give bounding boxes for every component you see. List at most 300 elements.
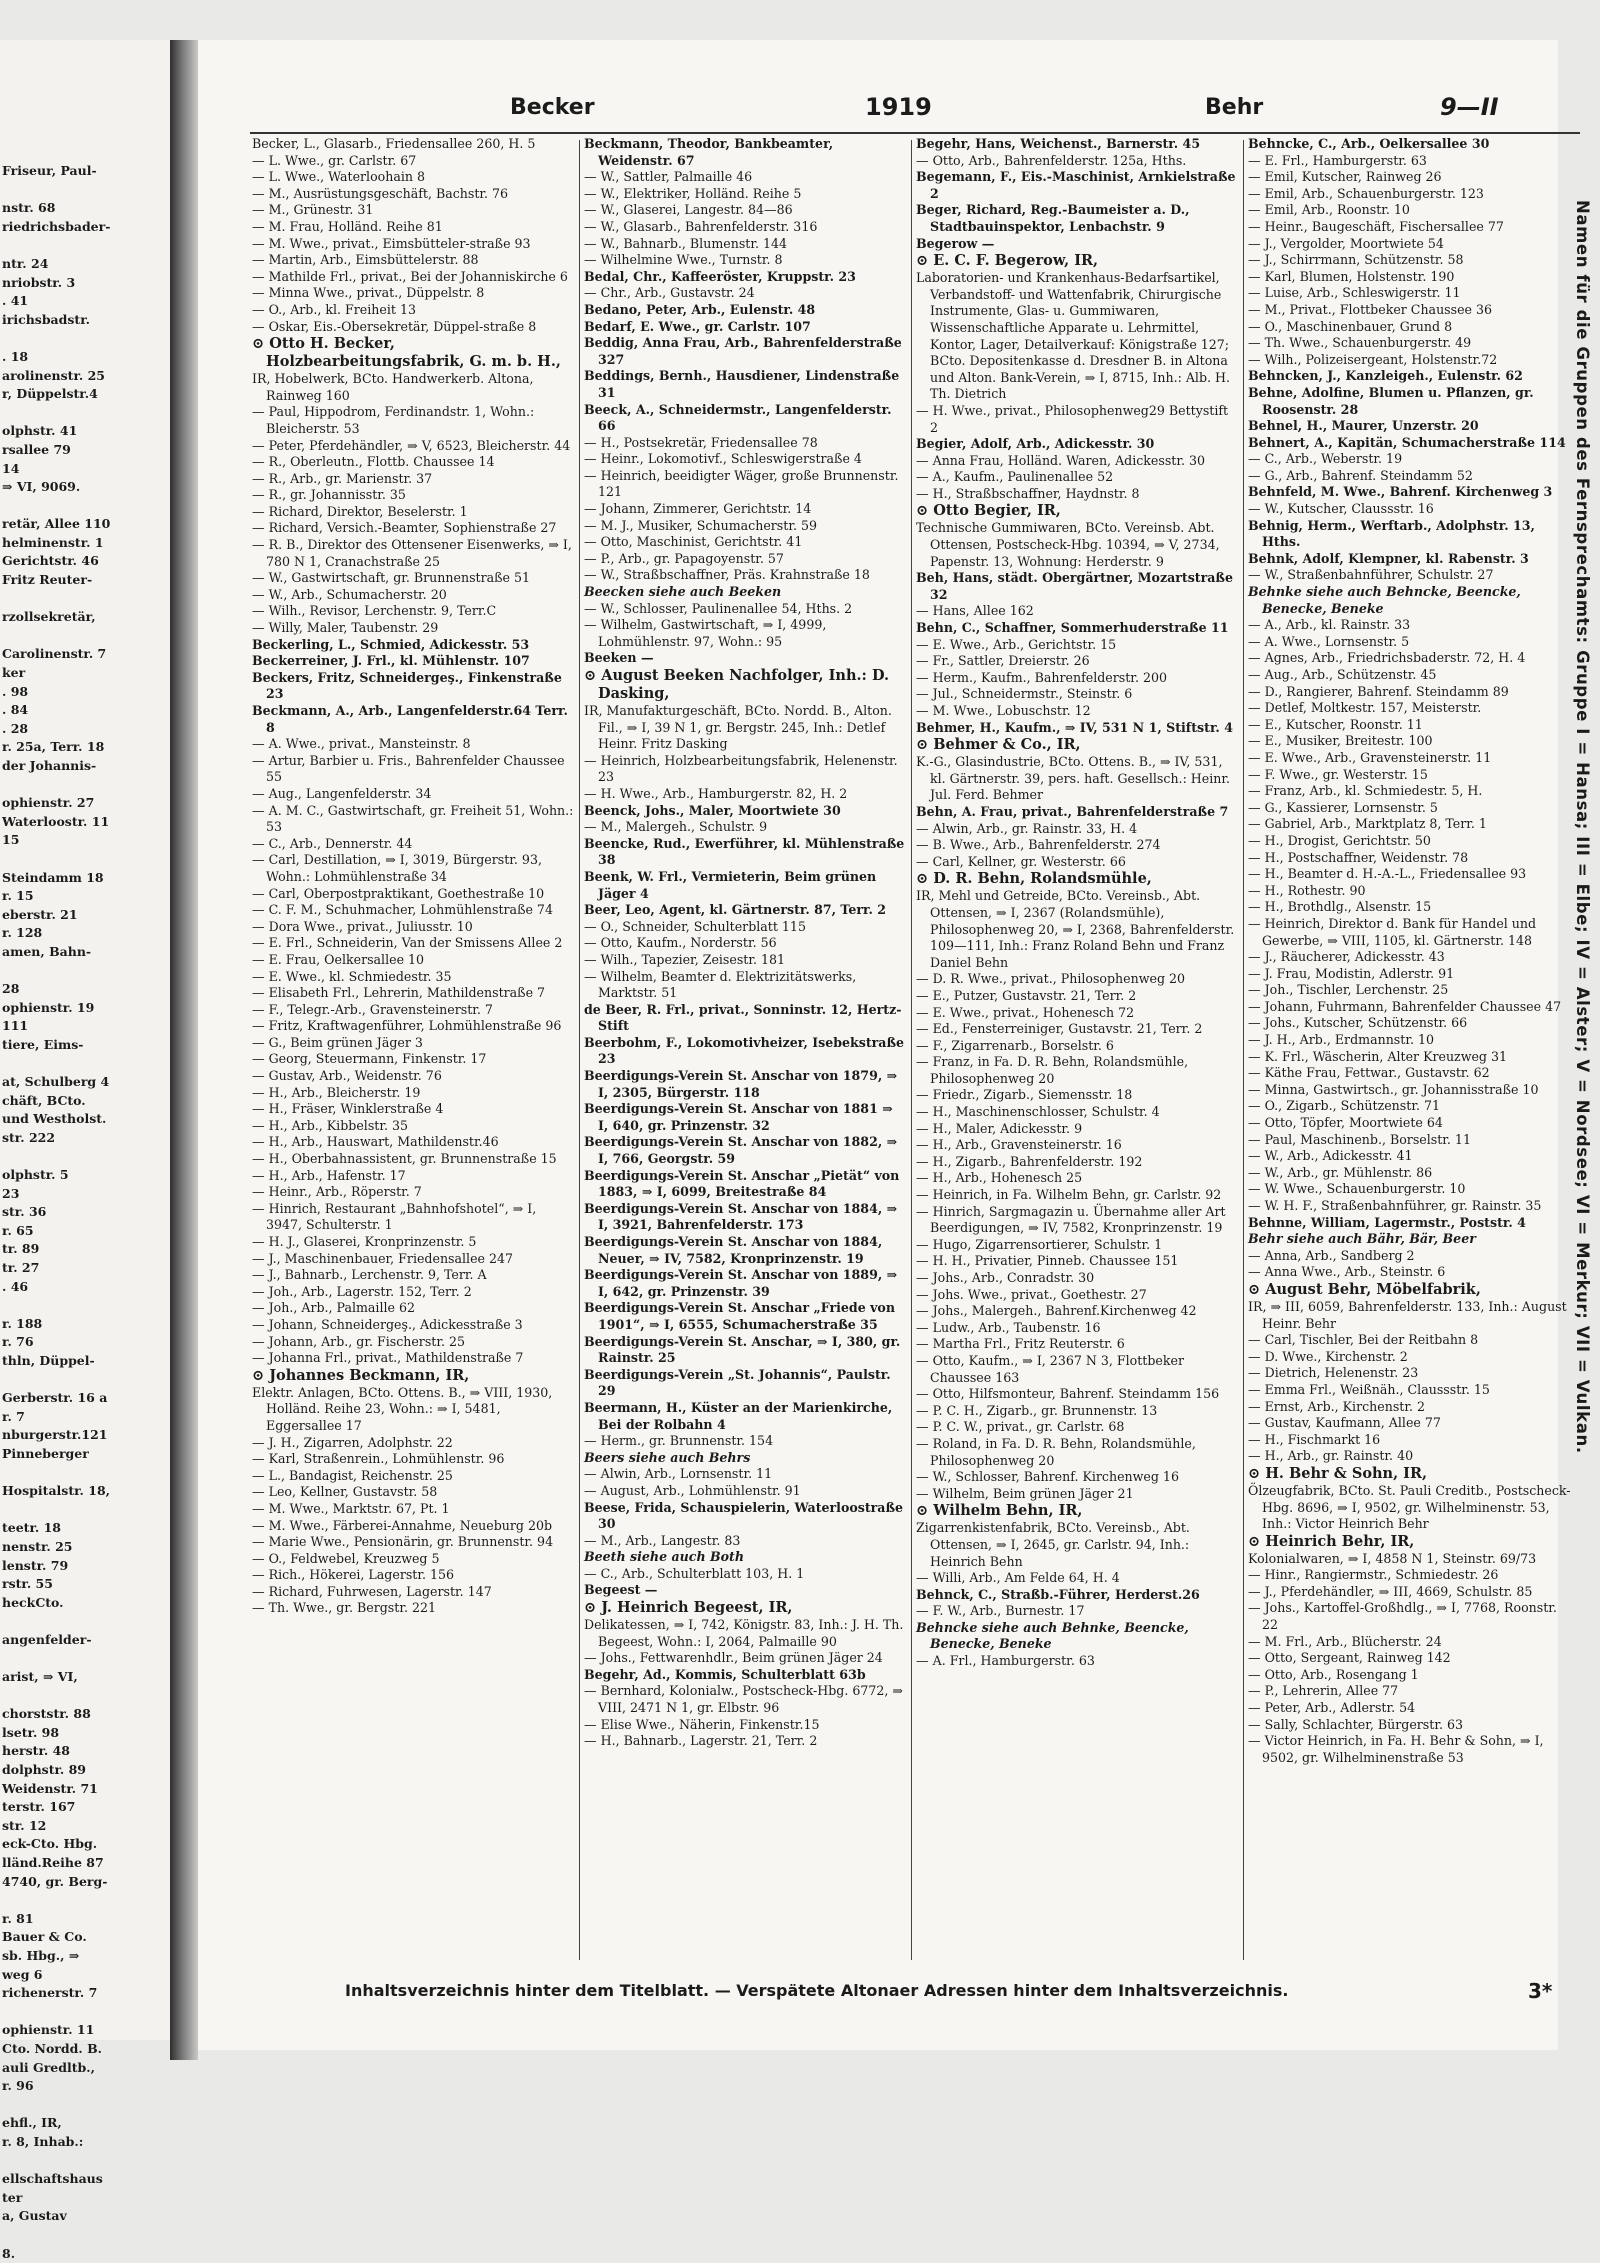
directory-entry: — M. Wwe., Färberei-Annahme, Neueburg 20b xyxy=(252,1518,574,1535)
directory-entry: — Chr., Arb., Gustavstr. 24 xyxy=(584,285,906,302)
directory-entry: — H., Postsekretär, Friedensallee 78 xyxy=(584,435,906,452)
previous-page-line: r. 81 xyxy=(2,1910,170,1929)
previous-page-line: . 18 xyxy=(2,348,170,367)
directory-entry: — Otto, Maschinist, Gerichtstr. 41 xyxy=(584,534,906,551)
previous-page-line: Pinneberger xyxy=(2,1445,170,1464)
previous-page-line: Waterloostr. 11 xyxy=(2,813,170,832)
previous-page-line: ophienstr. 27 xyxy=(2,794,170,813)
directory-entry: Bedano, Peter, Arb., Eulenstr. 48 xyxy=(584,302,906,319)
directory-entry: — Ernst, Arb., Kirchenstr. 2 xyxy=(1248,1399,1572,1416)
directory-entry: — O., Schneider, Schulterblatt 115 xyxy=(584,919,906,936)
directory-entry: Beerdigungs-Verein St. Anschar von 1881 ⇒ I, 640, gr. Prinzenstr. 32 xyxy=(584,1101,906,1134)
previous-page-line: a, Gustav xyxy=(2,2207,170,2226)
directory-entry: — W., Straßenbahnführer, Schulstr. 27 xyxy=(1248,567,1572,584)
previous-page-line: amen, Bahn- xyxy=(2,943,170,962)
previous-page-line: ellschaftshaus xyxy=(2,2170,170,2189)
previous-page-line: Bauer & Co. xyxy=(2,1928,170,1947)
directory-entry: Beger, Richard, Reg.-Baumeister a. D., Stadtbauinspektor, Lenbachstr. 9 xyxy=(916,202,1238,235)
previous-page-line: Friseur, Paul- xyxy=(2,162,170,181)
directory-entry: — M., Malergeh., Schulstr. 9 xyxy=(584,819,906,836)
directory-entry: Beencke, Rud., Ewerführer, kl. Mühlenstraße 38 xyxy=(584,836,906,869)
directory-entry: — Luise, Arb., Schleswigerstr. 11 xyxy=(1248,285,1572,302)
directory-entry: — Leo, Kellner, Gustavstr. 58 xyxy=(252,1484,574,1501)
directory-entry: — L. Wwe., gr. Carlstr. 67 xyxy=(252,153,574,170)
previous-page-line xyxy=(2,590,170,609)
directory-entry: — E., Kutscher, Roonstr. 11 xyxy=(1248,717,1572,734)
previous-page-line: 8. xyxy=(2,2245,170,2263)
firm-heading: ⊙ Wilhelm Behn, IR, xyxy=(916,1502,1238,1520)
previous-page-line xyxy=(2,962,170,981)
directory-entry: — R., Oberleutn., Flottb. Chaussee 14 xyxy=(252,454,574,471)
directory-entry: — Richard, Versich.-Beamter, Sophienstraße 27 xyxy=(252,520,574,537)
directory-entry: — Anna, Arb., Sandberg 2 xyxy=(1248,1248,1572,1265)
directory-entry: — Heinrich, beeidigter Wäger, große Brunnenstr. 121 xyxy=(584,468,906,501)
directory-entry: — A. M. C., Gastwirtschaft, gr. Freiheit 51, Wohn.: 53 xyxy=(252,803,574,836)
previous-page-line: ophienstr. 11 xyxy=(2,2021,170,2040)
previous-page-line: lländ.Reihe 87 xyxy=(2,1854,170,1873)
directory-entry: Kolonialwaren, ⇒ I, 4858 N 1, Steinstr. 69/73 xyxy=(1248,1551,1572,1568)
previous-page-line: ehfl., IR, xyxy=(2,2114,170,2133)
directory-entry: — Franz, in Fa. D. R. Behn, Rolandsmühle, Philosophenweg 20 xyxy=(916,1054,1238,1087)
directory-entry: — H. J., Glaserei, Kronprinzenstr. 5 xyxy=(252,1234,574,1251)
directory-entry: — H., Arb., Kibbelstr. 35 xyxy=(252,1118,574,1135)
directory-entry: — W., Arb., Schumacherstr. 20 xyxy=(252,587,574,604)
directory-entry: — Heinr., Baugeschäft, Fischersallee 77 xyxy=(1248,219,1572,236)
directory-entry: — D., Rangierer, Bahrenf. Steindamm 89 xyxy=(1248,684,1572,701)
previous-page-line xyxy=(2,1147,170,1166)
directory-entry: — Dietrich, Helenenstr. 23 xyxy=(1248,1365,1572,1382)
previous-page-line: nstr. 68 xyxy=(2,199,170,218)
directory-entry: — J., Schirrmann, Schützenstr. 58 xyxy=(1248,252,1572,269)
previous-page-line: heckCto. xyxy=(2,1594,170,1613)
previous-page-line: ⇒ VI, 9069. xyxy=(2,478,170,497)
previous-page-line: . 46 xyxy=(2,1278,170,1297)
directory-entry: Behnig, Herm., Werftarb., Adolphstr. 13, Hths. xyxy=(1248,518,1572,551)
previous-page-line: . 41 xyxy=(2,292,170,311)
previous-page-line xyxy=(2,1055,170,1074)
previous-page-line: Fritz Reuter- xyxy=(2,571,170,590)
directory-entry: — Wilhelm, Beamter d. Elektrizitätswerks, Marktstr. 51 xyxy=(584,969,906,1002)
directory-entry: — Joh., Tischler, Lerchenstr. 25 xyxy=(1248,982,1572,999)
directory-entry: — Wilh., Polizeisergeant, Holstenstr.72 xyxy=(1248,352,1572,369)
directory-entry: — W., Arb., gr. Mühlenstr. 86 xyxy=(1248,1165,1572,1182)
book-gutter xyxy=(170,40,198,2060)
directory-entry: — P., Arb., gr. Papagoyenstr. 57 xyxy=(584,551,906,568)
previous-page-line xyxy=(2,236,170,255)
directory-entry: Beckerreiner, J. Frl., kl. Mühlenstr. 107 xyxy=(252,653,574,670)
directory-entry: Beerbohm, F., Lokomotivheizer, Isebekstraße 23 xyxy=(584,1035,906,1068)
directory-entry: Delikatessen, ⇒ I, 742, Königstr. 83, Inh.: J. H. Th. Begeest, Wohn.: I, 2064, Palmaille 90 xyxy=(584,1617,906,1650)
directory-entry: Beer, Leo, Agent, kl. Gärtnerstr. 87, Terr. 2 xyxy=(584,902,906,919)
directory-entry: — A. Frl., Hamburgerstr. 63 xyxy=(916,1653,1238,1670)
directory-entry: — Oskar, Eis.-Obersekretär, Düppel-straße 8 xyxy=(252,319,574,336)
previous-page-line xyxy=(2,1687,170,1706)
directory-entry: IR, Manufakturgeschäft, BCto. Nordd. B., Alton. Fil., ⇒ I, 39 N 1, gr. Bergstr. 245, Inh.: Detlef Heinr. Fritz Dasking xyxy=(584,703,906,753)
directory-entry: — Aug., Arb., Schützenstr. 45 xyxy=(1248,667,1572,684)
directory-entry: — Otto, Arb., Bahrenfelderstr. 125a, Hths. xyxy=(916,153,1238,170)
previous-page-line: r. 96 xyxy=(2,2077,170,2096)
directory-entry: — E. Wwe., Arb., Gravensteinerstr. 11 xyxy=(1248,750,1572,767)
header-page-number: 9—II xyxy=(1440,93,1499,121)
directory-entry: — E. Wwe., privat., Hohenesch 72 xyxy=(916,1005,1238,1022)
directory-entry: — Th. Wwe., Schauenburgerstr. 49 xyxy=(1248,335,1572,352)
directory-entry: — Th. Wwe., gr. Bergstr. 221 xyxy=(252,1600,574,1617)
directory-entry: Technische Gummiwaren, BCto. Vereinsb. Abt. Ottensen, Postscheck-Hbg. 10394, ⇒ V, 2734, Papenstr. 13, Wohnung: Herderstr. 9 xyxy=(916,520,1238,570)
previous-page-line xyxy=(2,1501,170,1520)
directory-entry: — Carl, Tischler, Bei der Reitbahn 8 xyxy=(1248,1332,1572,1349)
directory-entry: — R., Arb., gr. Marienstr. 37 xyxy=(252,471,574,488)
directory-entry: Behmer, H., Kaufm., ⇒ IV, 531 N 1, Stiftstr. 4 xyxy=(916,720,1238,737)
directory-entry: Behnel, H., Maurer, Unzerstr. 20 xyxy=(1248,418,1572,435)
directory-entry: Beerdigungs-Verein St. Anschar „Pietät“ von 1883, ⇒ I, 6099, Breitestraße 84 xyxy=(584,1168,906,1201)
previous-page-line: auli Gredltb., xyxy=(2,2059,170,2078)
directory-entry: Beerdigungs-Verein St. Anschar „Friede von 1901“, ⇒ I, 6555, Schumacherstraße 35 xyxy=(584,1300,906,1333)
directory-entry: — Otto, Kaufm., ⇒ I, 2367 N 3, Flottbeker Chaussee 163 xyxy=(916,1353,1238,1386)
directory-entry: — R. B., Direktor des Ottensener Eisenwerks, ⇒ I, 780 N 1, Cranachstraße 25 xyxy=(252,537,574,570)
column-divider xyxy=(911,140,912,1960)
directory-entry: — Agnes, Arb., Friedrichsbaderstr. 72, H. 4 xyxy=(1248,650,1572,667)
directory-entry: — K. Frl., Wäscherin, Alter Kreuzweg 31 xyxy=(1248,1049,1572,1066)
directory-entry: — O., Zigarb., Schützenstr. 71 xyxy=(1248,1098,1572,1115)
directory-entry: — W., Bahnarb., Blumenstr. 144 xyxy=(584,236,906,253)
previous-page-line: Gerichtstr. 46 xyxy=(2,552,170,571)
directory-entry: — O., Feldwebel, Kreuzweg 5 xyxy=(252,1551,574,1568)
directory-entry: — B. Wwe., Arb., Bahrenfelderstr. 274 xyxy=(916,837,1238,854)
directory-entry: — Käthe Frau, Fettwar., Gustavstr. 62 xyxy=(1248,1065,1572,1082)
previous-page-line: rzollsekretär, xyxy=(2,608,170,627)
directory-entry: — M. Wwe., Marktstr. 67, Pt. 1 xyxy=(252,1501,574,1518)
firm-heading: ⊙ D. R. Behn, Rolandsmühle, xyxy=(916,870,1238,888)
directory-entry: — M., Privat., Flottbeker Chaussee 36 xyxy=(1248,302,1572,319)
directory-entry: — Wilh., Tapezier, Zeisestr. 181 xyxy=(584,952,906,969)
directory-entry: — H., Arb., Hauswart, Mathildenstr.46 xyxy=(252,1134,574,1151)
previous-page-line: 28 xyxy=(2,980,170,999)
directory-entry: — D. R. Wwe., privat., Philosophenweg 20 xyxy=(916,971,1238,988)
directory-entry: IR, Mehl und Getreide, BCto. Vereinsb., Abt. Ottensen, ⇒ I, 2367 (Rolandsmühle), Philosophenweg 20, ⇒ I, 2368, Bahrenfelderstr. 109—111, Inh.: Franz Roland Behn und Franz Daniel Behn xyxy=(916,888,1238,971)
directory-entry: — Gustav, Kaufmann, Allee 77 xyxy=(1248,1415,1572,1432)
directory-entry: — F., Telegr.-Arb., Gravensteinerstr. 7 xyxy=(252,1002,574,1019)
directory-entry: Begehr, Ad., Kommis, Schulterblatt 63b xyxy=(584,1667,906,1684)
previous-page-line xyxy=(2,181,170,200)
directory-entry: — Johs., Fettwarenhdlr., Beim grünen Jäger 24 xyxy=(584,1650,906,1667)
directory-entry: — W., Elektriker, Holländ. Reihe 5 xyxy=(584,186,906,203)
previous-page-line: 111 xyxy=(2,1017,170,1036)
directory-entry: — Herm., Kaufm., Bahrenfelderstr. 200 xyxy=(916,670,1238,687)
previous-page-line: nenstr. 25 xyxy=(2,1538,170,1557)
previous-page-line xyxy=(2,2152,170,2171)
directory-entry: — H., Arb., gr. Rainstr. 40 xyxy=(1248,1448,1572,1465)
directory-entry: — H., Zigarb., Bahrenfelderstr. 192 xyxy=(916,1154,1238,1171)
previous-page-line xyxy=(2,1464,170,1483)
directory-entry: — H., Maler, Adickesstr. 9 xyxy=(916,1121,1238,1138)
directory-entry: Beckmann, Theodor, Bankbeamter, Weidenstr. 67 xyxy=(584,136,906,169)
directory-entry: — Gabriel, Arb., Marktplatz 8, Terr. 1 xyxy=(1248,816,1572,833)
directory-column-3 xyxy=(916,136,1238,1968)
previous-page-line: ter xyxy=(2,2189,170,2208)
directory-entry: — E., Putzer, Gustavstr. 21, Terr. 2 xyxy=(916,988,1238,1005)
directory-entry: — Roland, in Fa. D. R. Behn, Rolandsmühle, Philosophenweg 20 xyxy=(916,1436,1238,1469)
directory-entry: — Hugo, Zigarrensortierer, Schulstr. 1 xyxy=(916,1237,1238,1254)
directory-entry: — Heinrich, in Fa. Wilhelm Behn, gr. Carlstr. 92 xyxy=(916,1187,1238,1204)
firm-heading: ⊙ Otto Begier, IR, xyxy=(916,502,1238,520)
directory-entry: — Wilhelm, Beim grünen Jäger 21 xyxy=(916,1486,1238,1503)
directory-entry: — Karl, Straßenrein., Lohmühlenstr. 96 xyxy=(252,1451,574,1468)
previous-page-line: weg 6 xyxy=(2,1966,170,1985)
directory-entry: Behr siehe auch Bähr, Bär, Beer xyxy=(1248,1231,1572,1248)
previous-page-line: tiere, Eims- xyxy=(2,1036,170,1055)
header-left-keyword: Becker xyxy=(510,95,595,120)
directory-entry: — Paul, Hippodrom, Ferdinandstr. 1, Wohn.: Bleicherstr. 53 xyxy=(252,404,574,437)
firm-heading: ⊙ E. C. F. Begerow, IR, xyxy=(916,252,1238,270)
previous-page-line: lenstr. 79 xyxy=(2,1557,170,1576)
directory-entry: — E. Wwe., Arb., Gerichtstr. 15 xyxy=(916,637,1238,654)
directory-column-4 xyxy=(1248,136,1572,1968)
directory-entry: — H. H., Privatier, Pinneb. Chaussee 151 xyxy=(916,1253,1238,1270)
directory-entry: — Paul, Maschinenb., Borselstr. 11 xyxy=(1248,1132,1572,1149)
previous-page-line: tr. 89 xyxy=(2,1240,170,1259)
previous-page-line: Steindamm 18 xyxy=(2,869,170,888)
previous-page-line xyxy=(2,1612,170,1631)
directory-entry: Beerdigungs-Verein St. Anschar von 1884, Neuer, ⇒ IV, 7582, Kronprinzenstr. 19 xyxy=(584,1234,906,1267)
directory-entry: — Fritz, Kraftwagenführer, Lohmühlenstraße 96 xyxy=(252,1018,574,1035)
previous-page-line: irichsbadstr. xyxy=(2,311,170,330)
directory-entry: — Jul., Schneidermstr., Steinstr. 6 xyxy=(916,686,1238,703)
directory-entry: — J., Räucherer, Adickesstr. 43 xyxy=(1248,949,1572,966)
directory-entry: — Hans, Allee 162 xyxy=(916,603,1238,620)
directory-entry: Beeth siehe auch Both xyxy=(584,1549,906,1566)
directory-entry: Beckmann, A., Arb., Langenfelderstr.64 Terr. 8 xyxy=(252,703,574,736)
column-divider xyxy=(1243,140,1244,1960)
directory-entry: — Artur, Barbier u. Fris., Bahrenfelder Chaussee 55 xyxy=(252,753,574,786)
directory-entry: — Emma Frl., Weißnäh., Claussstr. 15 xyxy=(1248,1382,1572,1399)
directory-entry: Laboratorien- und Krankenhaus-Bedarfsartikel, Verbandstoff- und Wattenfabrik, Chirurgische Instrumente, Glas- u. Gummiwaren, Wissenschaftliche Apparate u. Lehrmittel, Kontor, Lager, Detailverkauf: Königstraße 127; BCto. Depositenkasse d. Dresdner B. in Altona und Alton. Bank-Verein, ⇒ I, 8715, Inh.: Alb. H. Th. Dietrich xyxy=(916,270,1238,403)
directory-entry: Behnne, William, Lagermstr., Poststr. 4 xyxy=(1248,1215,1572,1232)
previous-page-line: 23 xyxy=(2,1185,170,1204)
directory-entry: — Carl, Destillation, ⇒ I, 3019, Bürgerstr. 93, Wohn.: Lohmühlenstraße 34 xyxy=(252,852,574,885)
directory-entry: — H., Bahnarb., Lagerstr. 21, Terr. 2 xyxy=(584,1733,906,1750)
directory-entry: — D. Wwe., Kirchenstr. 2 xyxy=(1248,1349,1572,1366)
directory-entry: — G., Arb., Bahrenf. Steindamm 52 xyxy=(1248,468,1572,485)
directory-entry: — Mathilde Frl., privat., Bei der Johanniskirche 6 xyxy=(252,269,574,286)
directory-entry: — M. Frl., Arb., Blücherstr. 24 xyxy=(1248,1634,1572,1651)
previous-page-line: 15 xyxy=(2,831,170,850)
previous-page-line: rstr. 55 xyxy=(2,1575,170,1594)
directory-entry: — Johann, Fuhrmann, Bahrenfelder Chaussee 47 xyxy=(1248,999,1572,1016)
directory-entry: — H., Postschaffner, Weidenstr. 78 xyxy=(1248,850,1572,867)
firm-heading: ⊙ Behmer & Co., IR, xyxy=(916,736,1238,754)
directory-entry: — E. Frl., Schneiderin, Van der Smissens Allee 2 xyxy=(252,935,574,952)
directory-entry: — C., Arb., Weberstr. 19 xyxy=(1248,451,1572,468)
directory-entry: — Rich., Hökerei, Lagerstr. 156 xyxy=(252,1567,574,1584)
header-right-keyword: Behr xyxy=(1205,95,1263,120)
directory-entry: — Georg, Steuermann, Finkenstr. 17 xyxy=(252,1051,574,1068)
directory-entry: Beerdigungs-Verein St. Anschar von 1884, ⇒ I, 3921, Bahrenfelderstr. 173 xyxy=(584,1201,906,1234)
previous-page-line: r, Düppelstr.4 xyxy=(2,385,170,404)
previous-page-line: r. 65 xyxy=(2,1222,170,1241)
directory-entry: — Richard, Direktor, Beselerstr. 1 xyxy=(252,504,574,521)
directory-entry: — Johs., Kartoffel-Großhdlg., ⇒ I, 7768, Roonstr. 22 xyxy=(1248,1600,1572,1633)
previous-page-line: rsallee 79 xyxy=(2,441,170,460)
directory-entry: Beese, Frida, Schauspielerin, Waterloostraße 30 xyxy=(584,1500,906,1533)
directory-entry: — H., Drogist, Gerichtstr. 50 xyxy=(1248,833,1572,850)
directory-entry: — W., Sattler, Palmaille 46 xyxy=(584,169,906,186)
directory-entry: — Johann, Zimmerer, Gerichtstr. 14 xyxy=(584,501,906,518)
previous-page-line: olphstr. 41 xyxy=(2,422,170,441)
previous-page-line: ophienstr. 19 xyxy=(2,999,170,1018)
directory-entry: — H., Straßbschaffner, Haydnstr. 8 xyxy=(916,486,1238,503)
directory-entry: de Beer, R. Frl., privat., Sonninstr. 12, Hertz-Stift xyxy=(584,1002,906,1035)
previous-page-line: angenfelder- xyxy=(2,1631,170,1650)
directory-entry: Behne, Adolfine, Blumen u. Pflanzen, gr. Roosenstr. 28 xyxy=(1248,385,1572,418)
directory-entry: Beenck, Johs., Maler, Moortwiete 30 xyxy=(584,803,906,820)
directory-entry: — E., Musiker, Breitestr. 100 xyxy=(1248,733,1572,750)
directory-entry: Beckers, Fritz, Schneidergeş., Finkenstraße 23 xyxy=(252,670,574,703)
previous-page-line xyxy=(2,627,170,646)
previous-page-line xyxy=(2,1891,170,1910)
directory-entry: — Ed., Fensterreiniger, Gustavstr. 21, Terr. 2 xyxy=(916,1021,1238,1038)
previous-page-line: der Johannis- xyxy=(2,757,170,776)
previous-page-line xyxy=(2,850,170,869)
directory-entry: — W., Glasarb., Bahrenfelderstr. 316 xyxy=(584,219,906,236)
directory-entry: Ölzeugfabrik, BCto. St. Pauli Creditb., Postscheck-Hbg. 8696, ⇒ I, 9502, gr. Wilhelminenstr. 53, Inh.: Victor Heinrich Behr xyxy=(1248,1483,1572,1533)
previous-page-line: arolinenstr. 25 xyxy=(2,367,170,386)
directory-entry: — Otto, Hilfsmonteur, Bahrenf. Steindamm 156 xyxy=(916,1386,1238,1403)
directory-entry: — W., Kutscher, Claussstr. 16 xyxy=(1248,501,1572,518)
previous-page-line: ntr. 24 xyxy=(2,255,170,274)
previous-page-line: Weidenstr. 71 xyxy=(2,1780,170,1799)
directory-entry: — Minna, Gastwirtsch., gr. Johannisstraße 10 xyxy=(1248,1082,1572,1099)
directory-entry: Begemann, F., Eis.-Maschinist, Arnkielstraße 2 xyxy=(916,169,1238,202)
previous-page-line xyxy=(2,1296,170,1315)
firm-heading: ⊙ August Beeken Nachfolger, Inh.: D. Dasking, xyxy=(584,667,906,703)
previous-page-line: r. 76 xyxy=(2,1333,170,1352)
directory-entry: — C., Arb., Schulterblatt 103, H. 1 xyxy=(584,1566,906,1583)
directory-entry: Beh, Hans, städt. Obergärtner, Mozartstraße 32 xyxy=(916,570,1238,603)
directory-entry: Elektr. Anlagen, BCto. Ottens. B., ⇒ VIII, 1930, Holländ. Reihe 23, Wohn.: ⇒ I, 5481, Eggersallee 17 xyxy=(252,1385,574,1435)
directory-entry: Behncke siehe auch Behnke, Beencke, Benecke, Beneke xyxy=(916,1620,1238,1653)
footer-note: Inhaltsverzeichnis hinter dem Titelblatt. — Verspätete Altonaer Adressen hinter dem Inhaltsverzeichnis. xyxy=(345,1981,1288,2000)
directory-entry: Beeck, A., Schneidermstr., Langenfelderstr. 66 xyxy=(584,402,906,435)
directory-entry: — Joh., Arb., Lagerstr. 152, Terr. 2 xyxy=(252,1284,574,1301)
firm-heading: ⊙ August Behr, Möbelfabrik, xyxy=(1248,1281,1572,1299)
previous-page-line: ker xyxy=(2,664,170,683)
directory-entry: — J. H., Arb., Erdmannstr. 10 xyxy=(1248,1032,1572,1049)
directory-entry: — Carl, Kellner, gr. Westerstr. 66 xyxy=(916,854,1238,871)
directory-entry: — Dora Wwe., privat., Juliusstr. 10 xyxy=(252,919,574,936)
directory-entry: — W., Schlosser, Bahrenf. Kirchenweg 16 xyxy=(916,1469,1238,1486)
footer-signature: 3* xyxy=(1528,1979,1552,2003)
previous-page-line: teetr. 18 xyxy=(2,1519,170,1538)
directory-entry: Behnk, Adolf, Klempner, kl. Rabenstr. 3 xyxy=(1248,551,1572,568)
previous-page-line: dolphstr. 89 xyxy=(2,1761,170,1780)
directory-entry: Beddig, Anna Frau, Arb., Bahrenfelderstraße 327 xyxy=(584,335,906,368)
directory-column-1 xyxy=(252,136,574,1968)
previous-page-line: chorststr. 88 xyxy=(2,1705,170,1724)
directory-entry: — H., Arb., Gravensteinerstr. 16 xyxy=(916,1137,1238,1154)
directory-entry: Beers siehe auch Behrs xyxy=(584,1450,906,1467)
directory-entry: — Heinrich, Holzbearbeitungsfabrik, Helenenstr. 23 xyxy=(584,753,906,786)
directory-entry: — Johs. Wwe., privat., Goethestr. 27 xyxy=(916,1287,1238,1304)
directory-entry: — Otto, Kaufm., Norderstr. 56 xyxy=(584,935,906,952)
directory-entry: — Heinr., Arb., Röperstr. 7 xyxy=(252,1184,574,1201)
directory-entry: — Ludw., Arb., Taubenstr. 16 xyxy=(916,1320,1238,1337)
directory-entry: — Elisabeth Frl., Lehrerin, Mathildenstraße 7 xyxy=(252,985,574,1002)
directory-entry: Beermann, H., Küster an der Marienkirche, Bei der Rolbahn 4 xyxy=(584,1400,906,1433)
directory-entry: — A., Kaufm., Paulinenallee 52 xyxy=(916,469,1238,486)
directory-entry: — Friedr., Zigarb., Siemensstr. 18 xyxy=(916,1087,1238,1104)
directory-entry: — Aug., Langenfelderstr. 34 xyxy=(252,786,574,803)
previous-page-line: str. 36 xyxy=(2,1203,170,1222)
directory-entry: — Sally, Schlachter, Bürgerstr. 63 xyxy=(1248,1717,1572,1734)
directory-entry: — F. Wwe., gr. Westerstr. 15 xyxy=(1248,767,1572,784)
directory-entry: — H., Beamter d. H.-A.-L., Friedensallee 93 xyxy=(1248,866,1572,883)
directory-entry: — Martin, Arb., Eimsbüttelerstr. 88 xyxy=(252,252,574,269)
directory-entry: Beecken siehe auch Beeken xyxy=(584,584,906,601)
directory-entry: — W., Glaserei, Langestr. 84—86 xyxy=(584,202,906,219)
directory-entry: — Johs., Arb., Conradstr. 30 xyxy=(916,1270,1238,1287)
directory-entry: — Peter, Pferdehändler, ⇒ V, 6523, Bleicherstr. 44 xyxy=(252,438,574,455)
directory-entry: Beerdigungs-Verein St. Anschar von 1879, ⇒ I, 2305, Bürgerstr. 118 xyxy=(584,1068,906,1101)
directory-entry: Becker, L., Glasarb., Friedensallee 260, H. 5 xyxy=(252,136,574,153)
directory-entry: — Otto, Sergeant, Rainweg 142 xyxy=(1248,1650,1572,1667)
directory-entry: Begeest — xyxy=(584,1582,906,1599)
directory-entry: — Emil, Kutscher, Rainweg 26 xyxy=(1248,169,1572,186)
directory-entry: Begerow — xyxy=(916,236,1238,253)
directory-entry: — H., Arb., Hohenesch 25 xyxy=(916,1170,1238,1187)
directory-entry: Behncke, C., Arb., Oelkersallee 30 xyxy=(1248,136,1572,153)
previous-page-line: richenerstr. 7 xyxy=(2,1984,170,2003)
directory-entry: IR, ⇒ III, 6059, Bahrenfelderstr. 133, Inh.: August Heinr. Behr xyxy=(1248,1299,1572,1332)
directory-entry: Zigarrenkistenfabrik, BCto. Vereinsb., Abt. Ottensen, ⇒ I, 2645, gr. Carlstr. 94, Inh.: Heinrich Behn xyxy=(916,1520,1238,1570)
directory-entry: — Herm., gr. Brunnenstr. 154 xyxy=(584,1433,906,1450)
previous-page-line xyxy=(2,776,170,795)
directory-entry: — P. C. W., privat., gr. Carlstr. 68 xyxy=(916,1419,1238,1436)
directory-entry: Behn, C., Schaffner, Sommerhuderstraße 11 xyxy=(916,620,1238,637)
directory-entry: — E. Frl., Hamburgerstr. 63 xyxy=(1248,153,1572,170)
previous-page-line: chäft, BCto. xyxy=(2,1092,170,1111)
directory-entry: — O., Arb., kl. Freiheit 13 xyxy=(252,302,574,319)
directory-entry: — Willy, Maler, Taubenstr. 29 xyxy=(252,620,574,637)
directory-entry: — Franz, Arb., kl. Schmiedestr. 5, H. xyxy=(1248,783,1572,800)
directory-entry: — M., Ausrüstungsgeschäft, Bachstr. 76 xyxy=(252,186,574,203)
directory-column-2 xyxy=(584,136,906,1968)
previous-page-line: 14 xyxy=(2,460,170,479)
directory-entry: — L. Wwe., Waterloohain 8 xyxy=(252,169,574,186)
directory-entry: — G., Kassierer, Lornsenstr. 5 xyxy=(1248,800,1572,817)
column-divider xyxy=(579,140,580,1960)
directory-entry: Behnck, C., Straßb.-Führer, Herderst.26 xyxy=(916,1587,1238,1604)
directory-entry: — C., Arb., Dennerstr. 44 xyxy=(252,836,574,853)
directory-entry: Behnert, A., Kapitän, Schumacherstraße 114 xyxy=(1248,435,1572,452)
directory-entry: — Joh., Arb., Palmaille 62 xyxy=(252,1300,574,1317)
previous-page-line: nriobstr. 3 xyxy=(2,274,170,293)
previous-page-line: Hospitalstr. 18, xyxy=(2,1482,170,1501)
directory-entry: Begier, Adolf, Arb., Adickesstr. 30 xyxy=(916,436,1238,453)
directory-entry: K.-G., Glasindustrie, BCto. Ottens. B., ⇒ IV, 531, kl. Gärtnerstr. 39, pers. haft. Gesellsch.: Heinr. Jul. Ferd. Behmer xyxy=(916,754,1238,804)
directory-entry: — P. C. H., Zigarb., gr. Brunnenstr. 13 xyxy=(916,1403,1238,1420)
firm-heading: ⊙ J. Heinrich Begeest, IR, xyxy=(584,1599,906,1617)
directory-entry: — Johs., Malergeh., Bahrenf.Kirchenweg 42 xyxy=(916,1303,1238,1320)
directory-entry: — Martha Frl., Fritz Reuterstr. 6 xyxy=(916,1336,1238,1353)
previous-page-line xyxy=(2,2096,170,2115)
previous-page-line: str. 222 xyxy=(2,1129,170,1148)
previous-page-line: Carolinenstr. 7 xyxy=(2,645,170,664)
previous-page-line: riedrichsbader- xyxy=(2,218,170,237)
directory-entry: — Wilhelm, Gastwirtschaft, ⇒ I, 4999, Lohmühlenstr. 97, Wohn.: 95 xyxy=(584,617,906,650)
directory-entry: — P., Lehrerin, Allee 77 xyxy=(1248,1683,1572,1700)
previous-page-line: r. 128 xyxy=(2,924,170,943)
previous-page-line: herstr. 48 xyxy=(2,1742,170,1761)
